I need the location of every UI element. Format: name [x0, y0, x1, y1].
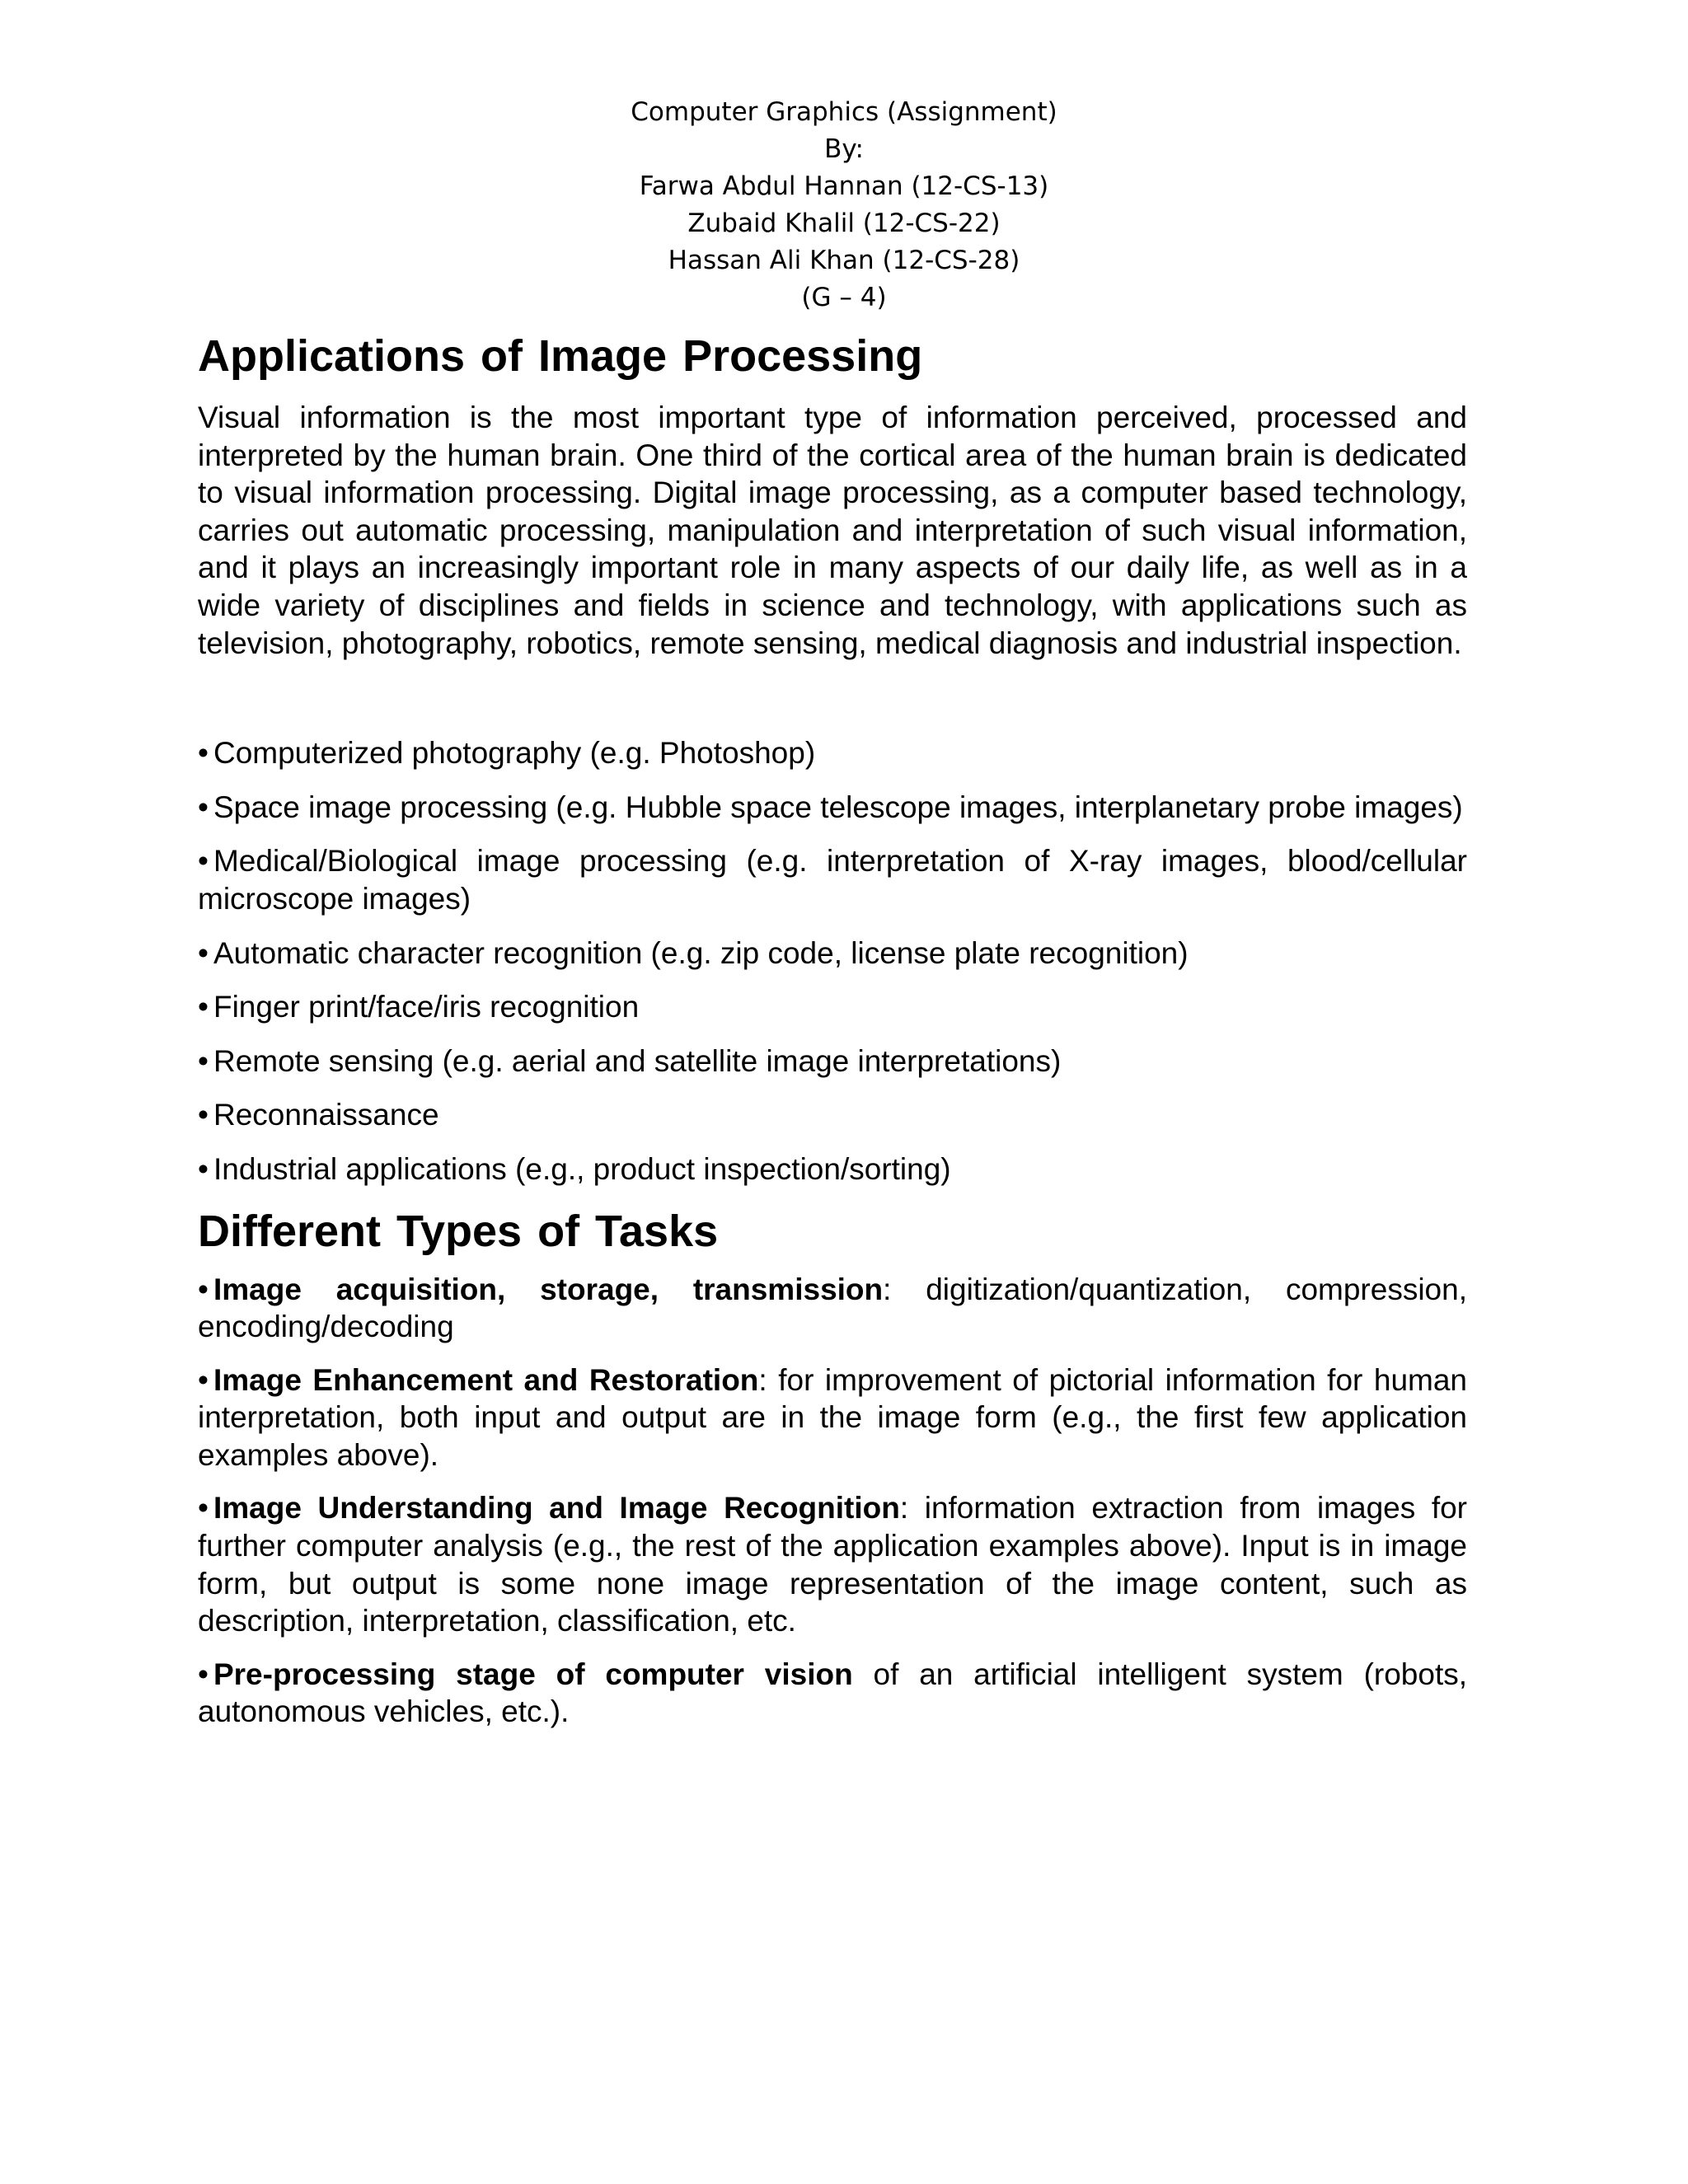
list-item — [198, 789, 1467, 827]
header-group: (G – 4) — [801, 283, 887, 312]
list-item — [198, 842, 1467, 917]
task-description: : digitization/quantization, compression, encoding/decoding — [198, 1272, 1467, 1344]
list-item — [198, 935, 1467, 972]
intro-paragraph: Visual information is the most important type of information perceived, processed and interpreted by the human brain. One third of the cortical area of the human brain is dedicated to visual information processing. Digital image processing, as a computer based technology, carries out automatic processing, manipulation and interpretation of such visual information, and it plays an increasingly important role in many aspects of our daily life, as well as in a wide variety of disciplines and fields in science and technology, with applications such as television, photography, robotics, remote sensing, medical diagnosis and industrial inspection. — [198, 401, 1467, 660]
list-item-text: Finger print/face/iris recognition — [213, 990, 640, 1024]
header-author-3: Hassan Ali Khan (12-CS-28) — [668, 246, 1020, 275]
assignment-header — [0, 94, 1688, 316]
task-description: : information extraction from images for further computer analysis (e.g., the rest of the application examples above). Input is in image form, but output is some none image representation of the image content, such as description, interpretation, classification, etc. — [198, 1491, 1468, 1638]
list-item-text: Reconnaissance — [213, 1098, 439, 1132]
list-item — [198, 1151, 1467, 1188]
bullet-icon: • — [198, 1657, 209, 1691]
bullet-icon: • — [198, 790, 209, 824]
section-heading-applications: Applications of Image Processing — [198, 331, 923, 381]
task-item — [198, 1489, 1467, 1639]
list-item — [198, 1043, 1467, 1080]
header-by: By: — [824, 134, 864, 164]
list-item-text: Space image processing (e.g. Hubble space telescope images, interplanetary probe images) — [213, 790, 1463, 824]
bullet-icon: • — [198, 1151, 209, 1186]
task-item — [198, 1656, 1467, 1731]
list-item — [198, 734, 1467, 772]
main-content — [198, 330, 1467, 1746]
bullet-icon: • — [198, 1491, 209, 1526]
tasks-list — [198, 1271, 1467, 1732]
task-description: : for improvement of pictorial information for human interpretation, both input and output are in the image form (e.g., the first few application examples above). — [198, 1362, 1468, 1472]
task-item — [198, 1361, 1467, 1474]
bullet-icon: • — [198, 990, 209, 1024]
list-item-text: Industrial applications (e.g., product inspection/sorting) — [213, 1151, 951, 1186]
header-author-1: Farwa Abdul Hannan (12-CS-13) — [639, 171, 1049, 201]
list-item-text: Computerized photography (e.g. Photoshop) — [213, 736, 816, 771]
section-heading-tasks: Different Types of Tasks — [198, 1206, 719, 1256]
header-author-2: Zubaid Khalil (12-CS-22) — [687, 209, 1001, 238]
header-title: Computer Graphics (Assignment) — [631, 97, 1057, 127]
bullet-icon: • — [198, 1272, 209, 1306]
task-description: of an artificial intelligent system (robots, autonomous vehicles, etc.). — [198, 1657, 1467, 1729]
bullet-icon: • — [198, 844, 209, 879]
task-term: Image Enhancement and Restoration — [213, 1362, 759, 1397]
bullet-icon: • — [198, 1043, 209, 1078]
list-item — [198, 988, 1467, 1026]
list-item — [198, 1096, 1467, 1134]
task-term: Image acquisition, storage, transmission — [213, 1272, 884, 1306]
list-item-text: Medical/Biological image processing (e.g. interpretation of X-ray images, blood/cellular microscope images) — [198, 844, 1467, 916]
bullet-icon: • — [198, 1362, 209, 1397]
list-item-text: Remote sensing (e.g. aerial and satellite image interpretations) — [213, 1043, 1062, 1078]
bullet-icon: • — [198, 736, 209, 771]
bullet-icon: • — [198, 935, 209, 970]
list-item-text: Automatic character recognition (e.g. zip code, license plate recognition) — [213, 935, 1189, 970]
task-term: Image Understanding and Image Recognition — [213, 1491, 900, 1526]
task-item — [198, 1271, 1467, 1346]
bullet-icon: • — [198, 1098, 209, 1132]
applications-list — [198, 734, 1467, 1188]
task-term: Pre-processing stage of computer vision — [213, 1657, 853, 1691]
